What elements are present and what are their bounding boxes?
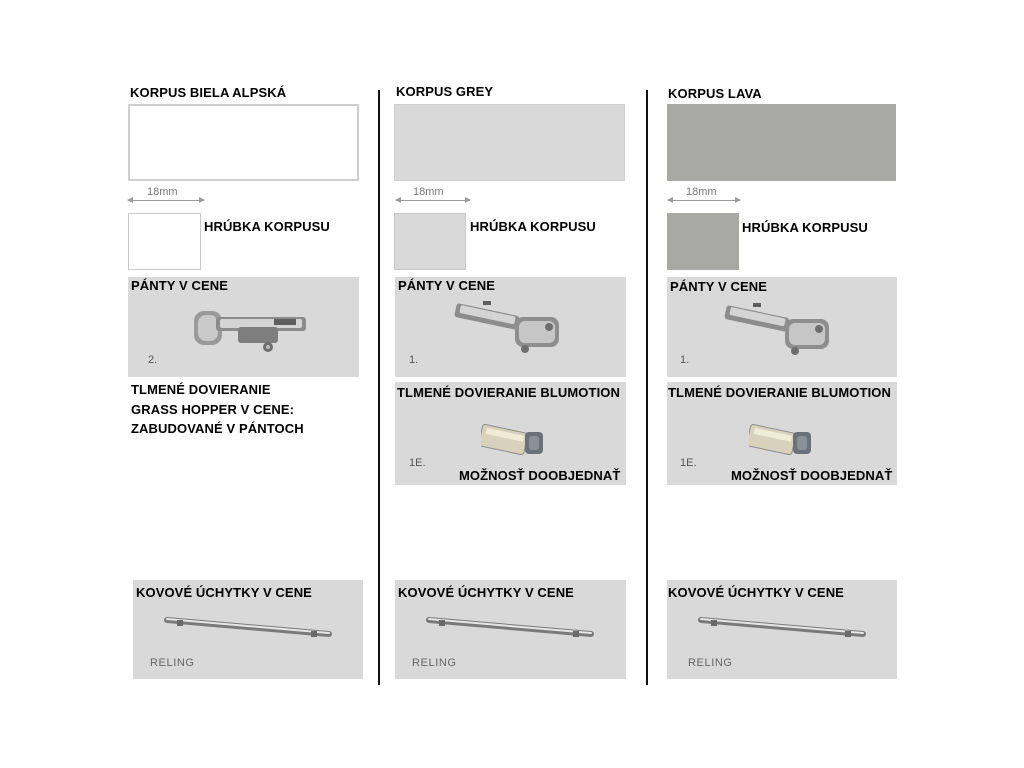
handle-name: RELING [150,657,195,669]
rail-handle-icon [425,612,595,644]
thickness-swatch [667,213,739,270]
thickness-swatch [128,213,201,270]
handle-name: RELING [688,657,733,669]
blumotion-damper-icon [749,416,821,458]
dimension-label: 18mm [686,186,717,198]
softclose-label: TLMENÉ DOVIERANIE BLUMOTION [668,385,891,400]
dimension-arrow [668,200,740,201]
dimension-arrow [396,200,470,201]
hinges-panel [667,277,897,377]
rail-handle-icon [163,612,333,644]
softclose-number: 1E. [409,457,426,469]
thickness-label: HRÚBKA KORPUSU [742,220,868,235]
hinge-icon [453,293,578,359]
hinges-panel [128,277,359,377]
hinge-number: 1. [680,354,690,366]
dimension-arrow [128,200,204,201]
column-title: KORPUS GREY [396,84,494,99]
color-swatch-large [394,104,625,181]
thickness-swatch [394,213,466,270]
handle-name: RELING [412,657,457,669]
order-option: MOŽNOSŤ DOOBJEDNAŤ [731,468,893,483]
color-swatch-large [667,104,896,181]
column-divider-2 [646,90,648,685]
softclose-panel [395,382,626,485]
handles-label: KOVOVÉ ÚCHYTKY V CENE [136,585,312,600]
dimension-label: 18mm [147,186,178,198]
hinges-label: PÁNTY V CENE [398,278,496,293]
softclose-line-2: GRASS HOPPER V CENE: [131,402,295,417]
hinge-number: 1. [409,354,419,366]
column-title: KORPUS LAVA [668,86,762,101]
order-option: MOŽNOSŤ DOOBJEDNAŤ [459,468,621,483]
rail-handle-icon [697,612,867,644]
softclose-panel [667,382,897,485]
hinge-icon [188,297,313,359]
blumotion-damper-icon [481,416,553,458]
dimension-label: 18mm [413,186,444,198]
handles-label: KOVOVÉ ÚCHYTKY V CENE [398,585,574,600]
color-swatch-large [128,104,359,181]
hinges-label: PÁNTY V CENE [131,278,229,293]
handles-label: KOVOVÉ ÚCHYTKY V CENE [668,585,844,600]
thickness-label: HRÚBKA KORPUSU [204,219,330,234]
hinges-label: PÁNTY V CENE [670,279,768,294]
handles-panel [667,580,897,679]
hinges-panel [395,277,626,377]
softclose-line-1: TLMENÉ DOVIERANIE [131,382,271,397]
column-title: KORPUS BIELA ALPSKÁ [130,85,287,100]
hinge-number: 2. [148,354,158,366]
handles-panel [133,580,363,679]
handles-panel [395,580,626,679]
softclose-line-3: ZABUDOVANÉ V PÁNTOCH [131,421,304,436]
softclose-label: TLMENÉ DOVIERANIE BLUMOTION [397,385,620,400]
softclose-number: 1E. [680,457,697,469]
column-divider-1 [378,90,380,685]
thickness-label: HRÚBKA KORPUSU [470,219,596,234]
hinge-icon [723,295,848,361]
